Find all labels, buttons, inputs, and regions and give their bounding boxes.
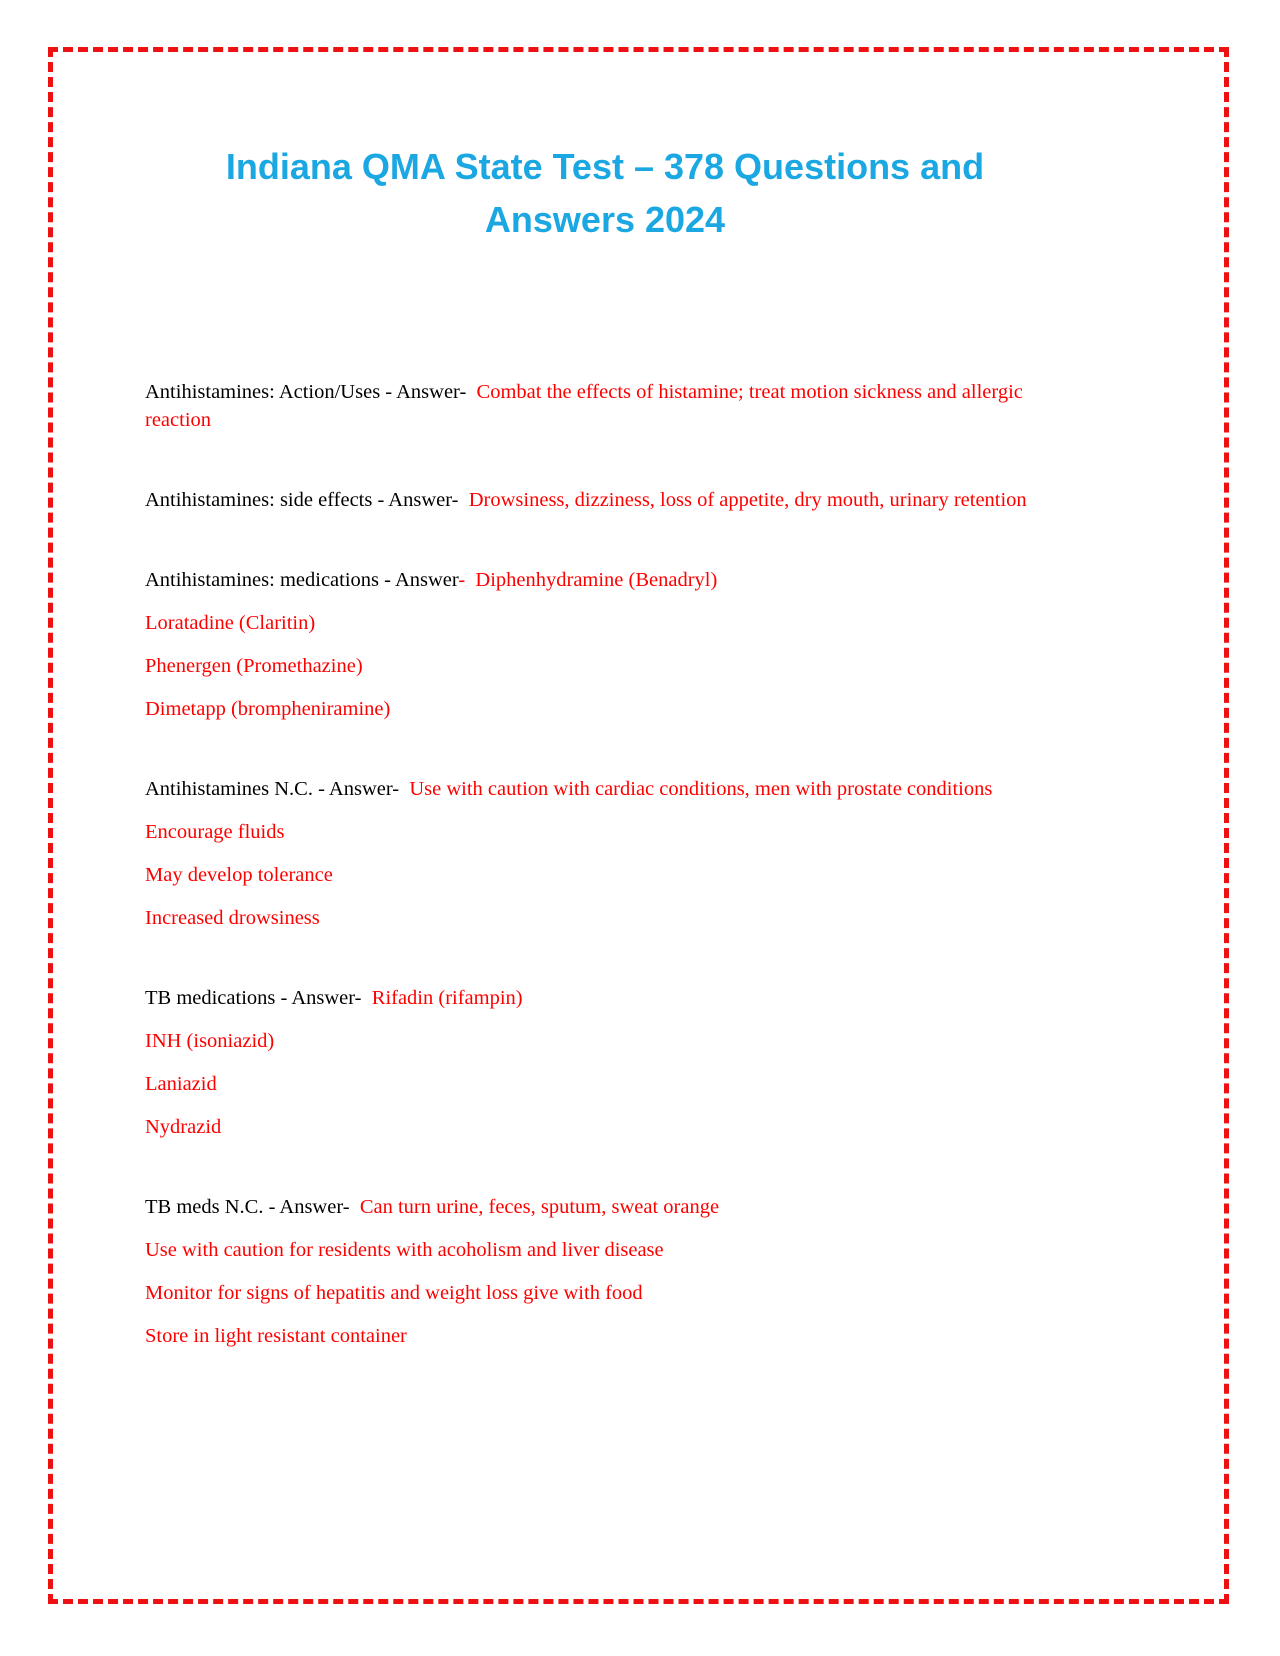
answer-list-item: Loratadine (Claritin) (145, 612, 316, 634)
answer-list-item: Laniazid (145, 1073, 217, 1095)
answer-text: Combat the effects of histamine; treat motion sickness and allergic reaction (145, 381, 1029, 431)
page-title-line-1: Indiana QMA State Test – 378 Questions and (225, 146, 985, 187)
question-text: TB medications - Answer- (145, 987, 362, 1009)
question-text: TB meds N.C. - Answer- (145, 1196, 350, 1218)
question-text: Antihistamines N.C. - Answer- (145, 778, 400, 800)
answer-list-item: Use with caution for residents with acoholism and liver disease (145, 1239, 664, 1261)
qa-block-tb-medications (145, 984, 1065, 1141)
answer-text: - Diphenhydramine (Benadryl) (458, 569, 718, 591)
answer-list-item: INH (isoniazid) (145, 1030, 275, 1052)
question-text: Antihistamines: medications - Answer (145, 569, 459, 591)
qa-blocks (145, 378, 1065, 1350)
qa-line (145, 486, 1065, 514)
qa-line (145, 984, 1065, 1012)
qa-line (145, 1193, 1065, 1221)
qa-block-tb-meds-nc (145, 1193, 1065, 1350)
answer-list-item: Nydrazid (145, 1116, 222, 1138)
answer-text: Rifadin (rifampin) (361, 987, 523, 1009)
answer-list-item: Encourage fluids (145, 821, 285, 843)
qa-line (145, 378, 1065, 434)
answer-text: Drowsiness, dizziness, loss of appetite, dry mouth, urinary retention (458, 489, 1027, 511)
answer-text: Can turn urine, feces, sputum, sweat orange (349, 1196, 720, 1218)
qa-line (145, 775, 1065, 803)
qa-block-antihistamines-nc (145, 775, 1065, 932)
qa-block-antihistamines-side-effects (145, 486, 1065, 514)
page-title-line-2: Answers 2024 (484, 199, 726, 240)
qa-line (145, 566, 1065, 594)
answer-list-item: Monitor for signs of hepatitis and weight loss give with food (145, 1282, 643, 1304)
answer-text: Use with caution with cardiac conditions, men with prostate conditions (399, 778, 993, 800)
answer-list-item: Store in light resistant container (145, 1325, 407, 1347)
answer-list-item: May develop tolerance (145, 864, 333, 886)
answer-list-item: Phenergen (Promethazine) (145, 655, 363, 677)
answer-list-item: Dimetapp (brompheniramine) (145, 698, 391, 720)
page-title (145, 140, 1065, 246)
question-text: Antihistamines: Action/Uses - Answer- (145, 381, 467, 403)
answer-list-item: Increased drowsiness (145, 907, 320, 929)
question-text: Antihistamines: side effects - Answer- (145, 489, 459, 511)
document-content (145, 0, 1065, 1365)
qa-block-antihistamines-medications (145, 566, 1065, 723)
qa-block-antihistamines-action (145, 378, 1065, 434)
